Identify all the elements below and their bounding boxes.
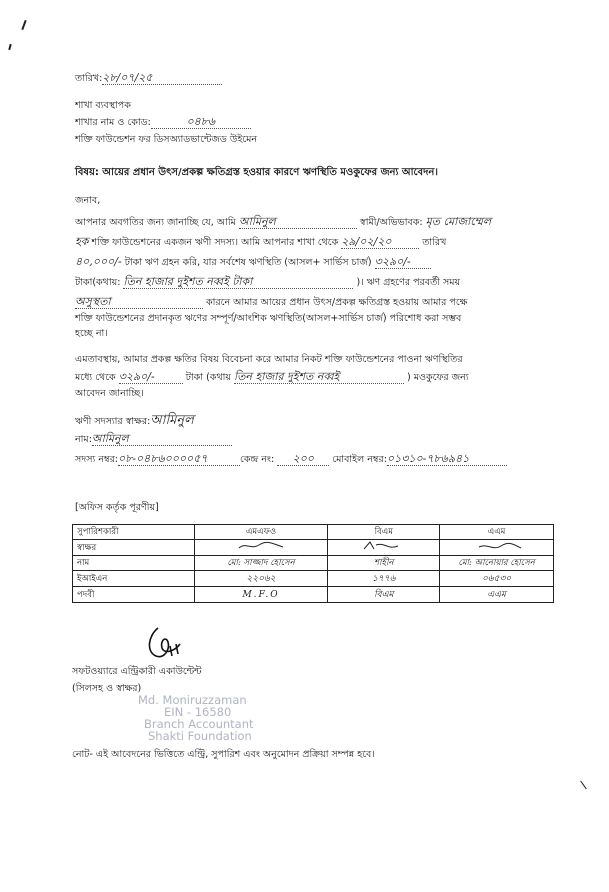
guardian-name-cont: হক: [75, 235, 89, 248]
stamp-org: Shakti Foundation: [148, 729, 252, 743]
stamp-role: Branch Accountant: [144, 717, 254, 731]
accountant-stamp: [138, 694, 254, 742]
salutation: জনাব,: [75, 195, 101, 206]
recipient-title: শাখা ব্যবস্থাপক: [75, 100, 131, 111]
body-line-9: মধ্যে থেকে ৩২৯০/- টাকা (কথায় তিন হাজার দুইশত নব্বই ) মওকুফের জন্য: [75, 370, 469, 383]
loan-balance: ৩২৯০/-: [375, 256, 431, 269]
center-number: ২০০: [277, 453, 329, 466]
date-value: ২৮/০৭/২৫: [102, 72, 222, 85]
pen-mark: [580, 781, 587, 790]
table-cell: M.F.O: [194, 587, 328, 603]
body-line-6: শক্তি ফাউন্ডেশনের প্রদানকৃত ঋণের সম্পূর্ণ/আংশিক ঋণস্থিতি(আসল+সার্ভিস চার্জ) পরিশোধ করা সম্ভব: [75, 313, 462, 324]
guardian-name: মৃত মোজাম্মেল: [425, 215, 492, 228]
pen-mark: [8, 44, 11, 50]
accountant-title: সফটওয়্যারে এন্ট্রিকারী একাউন্টেন্ট: [72, 666, 202, 677]
table-cell: মো: সাজ্জাদ হোসেন: [194, 556, 328, 571]
body-line-4: টাকা(কথায়: তিন হাজার দুইশত নব্বই টাকা )। ঋণ গ্রহণের পরবর্তী সময়: [75, 275, 461, 288]
body-line-7: হচ্ছে না।: [75, 328, 108, 339]
table-cell: ১৭৭৬: [328, 571, 440, 587]
member-details-line: সদস্য নম্বর:০৮-০৪৮৬০০০০৫৭ কেন্দ্র নং: ২০০ মোবাইল নম্বর:০১৩১০-৭৮৬৯৪১: [75, 453, 507, 466]
table-cell: ০৬৫৩০: [440, 571, 554, 587]
table-row-ein: [73, 571, 554, 587]
damage-reason: অসুস্থতা: [75, 296, 203, 309]
subject-line: বিষয়: আয়ের প্রধান উৎস/প্রকল্প ক্ষতিগ্রস্ত হওয়ার কারণে ঋণস্থিতি মওকুফের জন্য আবেদন।: [75, 167, 438, 178]
signature-am: [440, 540, 554, 556]
table-cell: মো: আনোয়ার হোসেন: [440, 556, 554, 571]
date-label: তারিখ:: [75, 73, 103, 84]
body-line-3: ৪০,০০০/- টাকা ঋণ গ্রহন করি, যার সর্বশেষ ঋণস্থিতি (আসল+ সার্ভিস চার্জ) ৩২৯০/-: [75, 256, 431, 269]
waiver-amount: ৩২৯০/-: [119, 371, 183, 384]
body-line-1: আপনার অবগতির জন্য জানাচ্ছি যে, আমি আমিনুল স্বামী/অভিভাবক: মৃত মোজাম্মেল: [75, 215, 492, 228]
mobile-number: ০১৩১০-৭৮৬৯৪১: [387, 453, 507, 466]
row-label: স্বাক্ষর: [73, 540, 195, 556]
body-line-10: আবেদন জানাচ্ছি।: [75, 388, 144, 399]
body-line-8: এমতাবস্থায়, আমার প্রকল্প ক্ষতির বিষয় বিবেচনা করে আমার নিকট শক্তি ফাউন্ডেশনের পাওনা ঋণস্থিতির: [75, 354, 463, 365]
signature-bm: [328, 540, 440, 556]
applicant-name: আমিনুল: [239, 216, 357, 229]
table-row-name: [73, 556, 554, 571]
branch-line: [75, 116, 251, 129]
accountant-subtitle: (সিলসহ ও স্বাক্ষর): [72, 683, 142, 694]
header-cell: সুপারিশকারী: [73, 525, 195, 540]
table-cell: বিএম: [328, 587, 440, 603]
office-use-label: [অফিস কর্তৃক পূরণীয়]: [75, 502, 159, 513]
member-number: ০৮-০৪৮৬০০০০৫৭: [118, 453, 240, 466]
member-signature-line: ঋণী সদস্যার স্বাক্ষর:আমিনুল: [75, 413, 194, 428]
header-cell: বিএম: [328, 525, 440, 540]
organization-name: শক্তি ফাউন্ডেশন ফর ডিসঅ্যাডভান্টেজড উইমেন: [75, 134, 258, 145]
stamp-ein: EIN - 16580: [164, 705, 232, 719]
pen-mark: [21, 20, 26, 30]
loan-date: ২৯/০২/২০: [341, 236, 419, 249]
member-name: আমিনুল: [92, 433, 232, 446]
member-signature: আমিনুল: [150, 413, 194, 428]
branch-code: ০৪৮৬: [151, 116, 251, 129]
table-cell: এএম: [440, 587, 554, 603]
table-row-designation: [73, 587, 554, 603]
waiver-in-words: তিন হাজার দুইশত নব্বই: [234, 371, 404, 384]
table-cell: শাহীন: [328, 556, 440, 571]
body-line-2: হক শক্তি ফাউন্ডেশনের একজন ঋণী সদস্য। আমি আপনার শাখা থেকে ২৯/০২/২০ তারিখ: [75, 235, 447, 248]
signature-mfo: [194, 540, 328, 556]
loan-amount: ৪০,০০০/-: [75, 255, 122, 268]
table-row-signature: [73, 540, 554, 556]
footer-note: নোট- এই আবেদনের ভিত্তিতে এন্ট্রি, সুপারিশ এবং অনুমোদন প্রক্রিয়া সম্পন্ন হবে।: [72, 749, 375, 760]
date-line: [75, 72, 222, 85]
branch-label: শাখার নাম ও কোড:: [75, 117, 151, 128]
header-cell: এএম: [440, 525, 554, 540]
stamp-name: Md. Moniruzzaman: [138, 693, 247, 707]
balance-in-words: তিন হাজার দুইশত নব্বই টাকা: [123, 276, 353, 289]
row-label: পদবী: [73, 587, 195, 603]
row-label: নাম: [73, 556, 195, 571]
office-table: [72, 524, 554, 603]
header-cell: এমএফও: [194, 525, 328, 540]
body-line-5: অসুস্থতা কারনে আমার আয়ের প্রধান উৎস/প্রকল্প ক্ষতিগ্রস্ত হওয়ায় আমার পক্ষে: [75, 295, 468, 308]
table-cell: ২২০৬২: [194, 571, 328, 587]
member-name-line: নাম:আমিনুল: [75, 433, 232, 446]
table-header-row: [73, 525, 554, 540]
row-label: ইআইএন: [73, 571, 195, 587]
accountant-signature: [140, 622, 190, 666]
